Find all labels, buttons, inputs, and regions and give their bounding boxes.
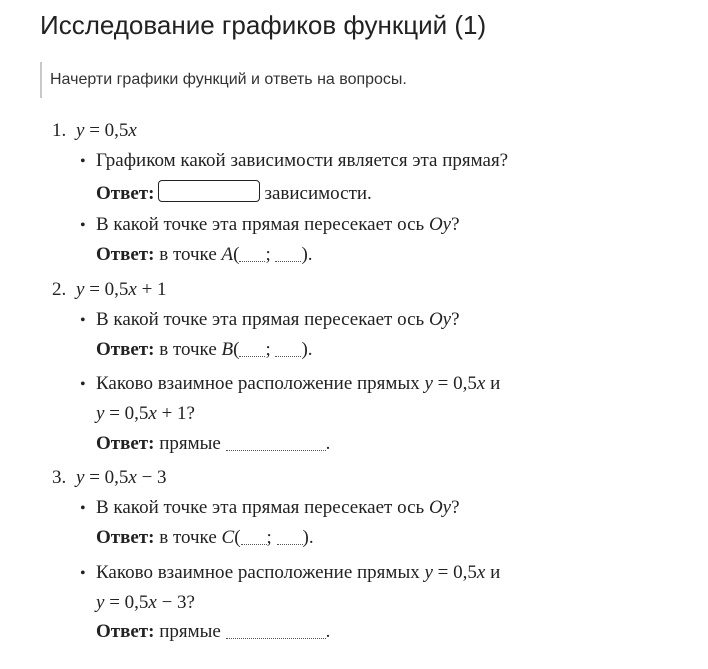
task-number: 1. bbox=[52, 120, 67, 141]
var-x: x bbox=[128, 120, 137, 141]
task-2-question-1 bbox=[80, 309, 460, 331]
instruction-note: Начерти графики функций и ответь на вопросы. bbox=[40, 62, 407, 98]
answer-label: Ответ: bbox=[96, 527, 155, 548]
bullet-icon: • bbox=[80, 217, 86, 234]
task-3-answer-1 bbox=[96, 527, 314, 549]
paren-close: ). bbox=[301, 339, 313, 360]
task-2-answer-1 bbox=[96, 339, 313, 361]
equation-part: = 0,5 bbox=[84, 279, 129, 300]
task-3-question-1 bbox=[80, 497, 460, 519]
separator: ; bbox=[265, 244, 271, 265]
paren-close: ). bbox=[301, 244, 313, 265]
task-3-question-2 bbox=[80, 562, 500, 584]
question-text: Графиком какой зависимости является эта прямая? bbox=[96, 150, 509, 171]
var-y: y bbox=[96, 403, 105, 424]
answer-text: прямые bbox=[154, 433, 226, 454]
answer-label: Ответ: bbox=[96, 339, 155, 360]
task-2-answer-2 bbox=[96, 433, 330, 455]
equation-part: = 0,5 bbox=[84, 120, 129, 141]
equation-tail: + 1 bbox=[136, 279, 167, 300]
answer-label: Ответ: bbox=[96, 183, 155, 204]
bullet-icon: • bbox=[80, 500, 86, 517]
task-1-answer-2 bbox=[96, 244, 313, 266]
answer-end: . bbox=[325, 433, 331, 454]
answer-text: в точке bbox=[154, 339, 222, 360]
answer-input-box[interactable] bbox=[158, 180, 260, 202]
blank-y[interactable] bbox=[275, 340, 301, 357]
paren-open: ( bbox=[233, 339, 240, 360]
bullet-icon: • bbox=[80, 312, 86, 329]
axis-label: Oy bbox=[428, 214, 452, 235]
task-2-question-2 bbox=[80, 373, 500, 395]
answer-end: . bbox=[325, 621, 331, 642]
question-text: Каково взаимное расположение прямых bbox=[96, 373, 425, 394]
answer-label: Ответ: bbox=[96, 244, 155, 265]
axis-label: Oy bbox=[428, 497, 452, 518]
question-text: и bbox=[485, 562, 501, 583]
point-label: B bbox=[221, 339, 234, 360]
task-1-question-2 bbox=[80, 214, 460, 236]
answer-text: прямые bbox=[154, 621, 226, 642]
blank-x[interactable] bbox=[239, 340, 265, 357]
paren-close: ). bbox=[302, 527, 314, 548]
separator: ; bbox=[266, 527, 272, 548]
question-text: В какой точке эта прямая пересекает ось bbox=[96, 497, 429, 518]
paren-open: ( bbox=[234, 527, 241, 548]
var-y: y bbox=[424, 373, 433, 394]
var-y: y bbox=[76, 120, 85, 141]
task-2-question-2-line-2 bbox=[96, 403, 195, 425]
equation-part: = 0,5 bbox=[104, 403, 149, 424]
equation-tail: + 1? bbox=[156, 403, 195, 424]
point-label: A bbox=[221, 244, 234, 265]
blank-y[interactable] bbox=[277, 528, 303, 545]
separator: ; bbox=[265, 339, 271, 360]
var-y: y bbox=[96, 592, 105, 613]
answer-text: в точке bbox=[154, 527, 222, 548]
task-1-answer-1 bbox=[96, 180, 372, 205]
answer-blank[interactable] bbox=[226, 434, 326, 451]
axis-label: Oy bbox=[428, 309, 452, 330]
question-end: ? bbox=[451, 214, 460, 235]
blank-x[interactable] bbox=[239, 245, 265, 262]
var-x: x bbox=[128, 279, 137, 300]
answer-blank[interactable] bbox=[226, 622, 326, 639]
question-end: ? bbox=[451, 309, 460, 330]
question-end: ? bbox=[451, 497, 460, 518]
task-1-equation bbox=[52, 120, 137, 142]
var-y: y bbox=[76, 279, 85, 300]
task-1-question-1 bbox=[80, 150, 508, 172]
var-x: x bbox=[148, 403, 157, 424]
bullet-icon: • bbox=[80, 565, 86, 582]
answer-label: Ответ: bbox=[96, 621, 155, 642]
equation-tail: − 3? bbox=[156, 592, 195, 613]
var-y: y bbox=[424, 562, 433, 583]
answer-text: в точке bbox=[154, 244, 222, 265]
task-number: 2. bbox=[52, 279, 67, 300]
blank-y[interactable] bbox=[275, 245, 301, 262]
paren-open: ( bbox=[233, 244, 240, 265]
blank-x[interactable] bbox=[241, 528, 267, 545]
task-number: 3. bbox=[52, 467, 67, 488]
answer-label: Ответ: bbox=[96, 433, 155, 454]
point-label: C bbox=[221, 527, 235, 548]
equation-part: = 0,5 bbox=[84, 467, 129, 488]
var-y: y bbox=[76, 467, 85, 488]
answer-suffix: зависимости. bbox=[264, 183, 372, 204]
task-3-question-2-line-2 bbox=[96, 592, 195, 614]
equation-part: = 0,5 bbox=[432, 373, 477, 394]
equation-part: = 0,5 bbox=[432, 562, 477, 583]
page-title: Исследование графиков функций (1) bbox=[40, 10, 487, 40]
task-3-answer-2 bbox=[96, 621, 330, 643]
var-x: x bbox=[476, 373, 486, 394]
equation-part: = 0,5 bbox=[104, 592, 149, 613]
bullet-icon: • bbox=[80, 376, 86, 393]
var-x: x bbox=[128, 467, 137, 488]
equation-tail: − 3 bbox=[136, 467, 167, 488]
question-text: Каково взаимное расположение прямых bbox=[96, 562, 425, 583]
question-text: В какой точке эта прямая пересекает ось bbox=[96, 214, 429, 235]
task-2-equation bbox=[52, 279, 167, 301]
question-text: В какой точке эта прямая пересекает ось bbox=[96, 309, 429, 330]
bullet-icon: • bbox=[80, 153, 86, 170]
var-x: x bbox=[476, 562, 486, 583]
question-text: и bbox=[485, 373, 501, 394]
var-x: x bbox=[148, 592, 157, 613]
task-3-equation bbox=[52, 467, 167, 489]
